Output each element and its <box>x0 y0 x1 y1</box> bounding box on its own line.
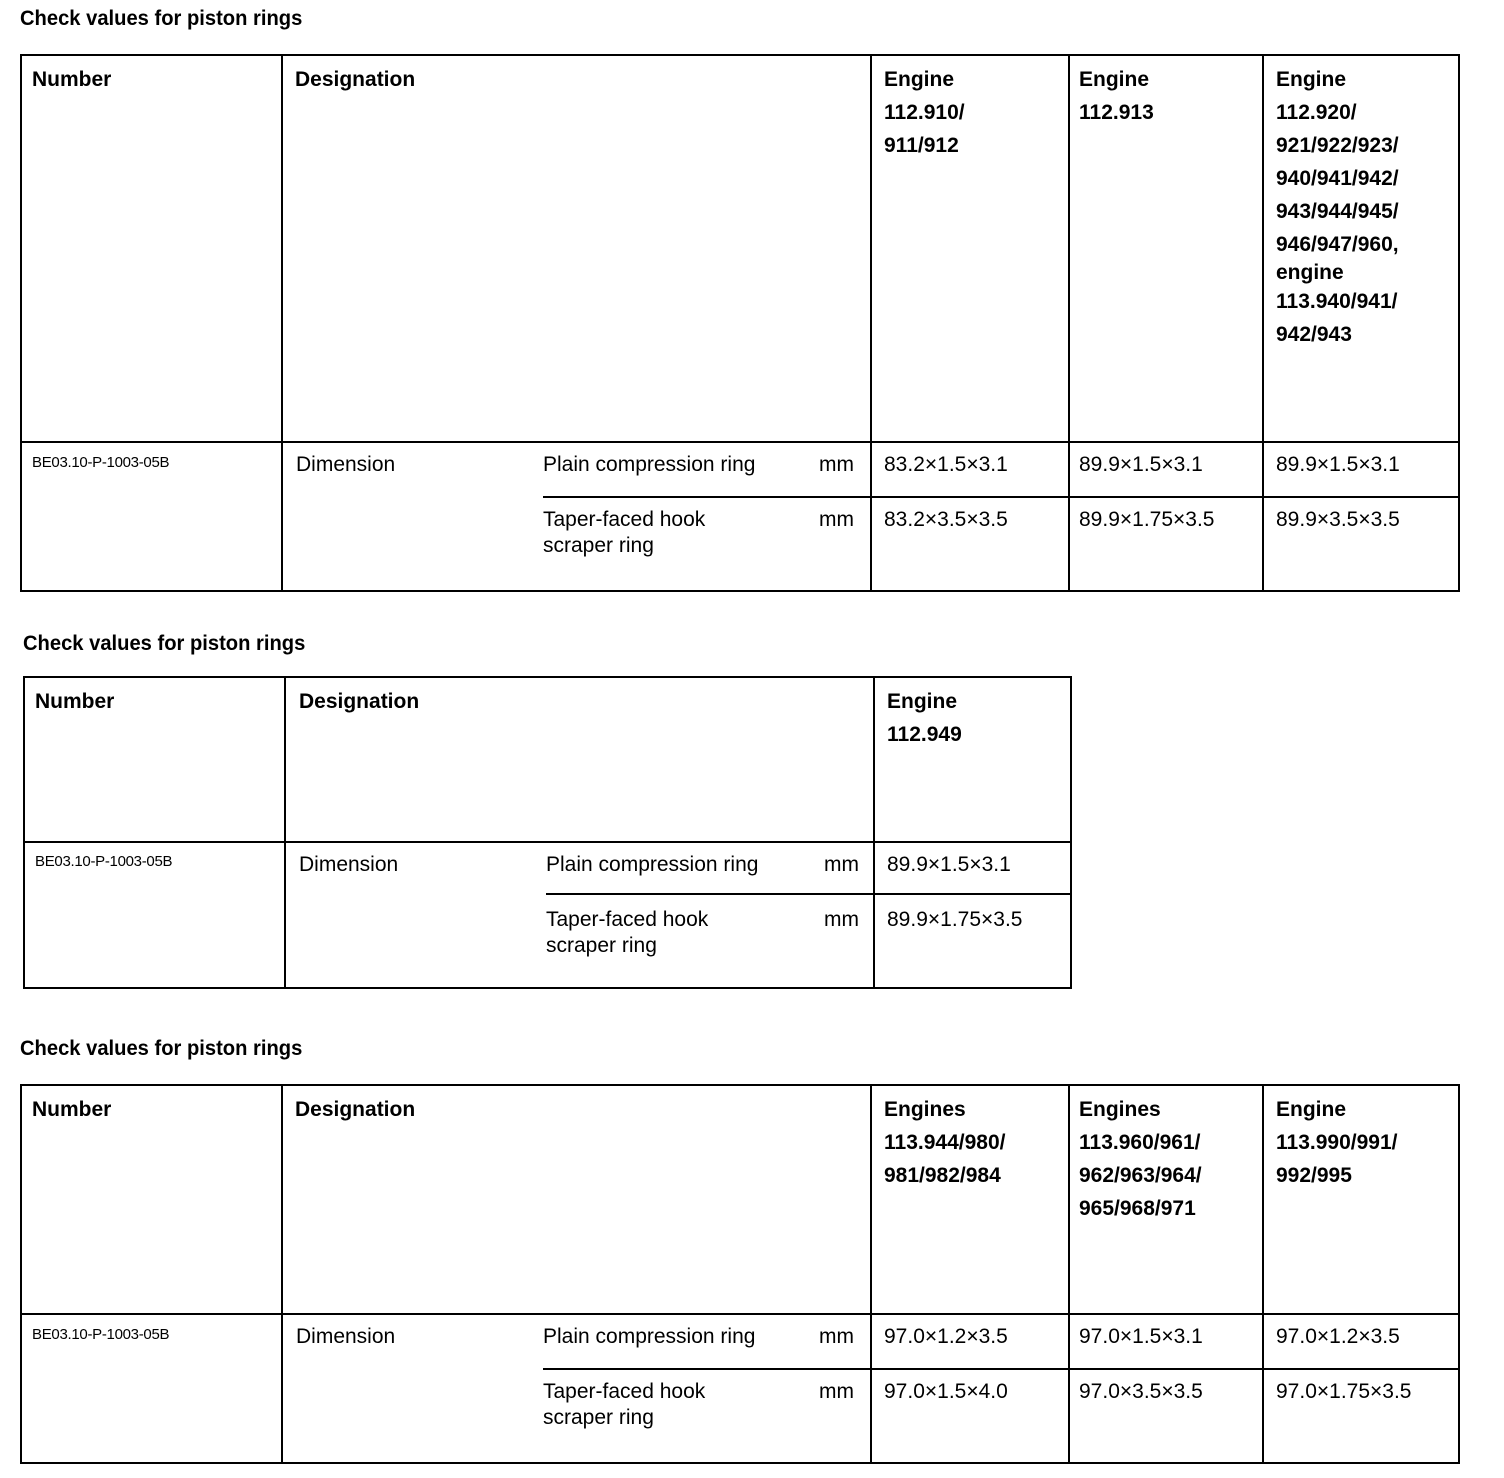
engine-code: 981/982/984 <box>884 1164 1001 1187</box>
engine-label: Engine <box>1276 1098 1347 1121</box>
engine-label: Engines <box>884 1098 966 1121</box>
header-designation: Designation <box>299 690 420 713</box>
engine-label: engine <box>1276 261 1344 284</box>
value-cell: 97.0×1.2×3.5 <box>884 1325 1008 1348</box>
row-divider <box>546 893 1070 895</box>
engine-code: 112.920/ <box>1276 101 1357 124</box>
designation-value: Dimension <box>299 853 399 876</box>
header-engine <box>1079 63 1154 129</box>
engine-code: 942/943 <box>1276 323 1352 346</box>
engine-label: Engine <box>887 690 958 713</box>
value-cell: 89.9×1.5×3.1 <box>1276 453 1400 476</box>
engine-code: 112.910/ <box>884 101 965 124</box>
value-cell: 89.9×3.5×3.5 <box>1276 508 1400 531</box>
unit-label: mm <box>824 908 859 931</box>
engine-code: 113.990/991/ <box>1276 1131 1398 1154</box>
row-divider <box>543 1368 1458 1370</box>
value-cell: 89.9×1.75×3.5 <box>887 908 1023 931</box>
engine-code: 113.960/961/ <box>1079 1131 1201 1154</box>
engine-code: 112.949 <box>887 723 962 746</box>
section-title: Check values for piston rings <box>20 7 303 30</box>
value-cell: 97.0×3.5×3.5 <box>1079 1380 1203 1403</box>
section-title: Check values for piston rings <box>20 1037 303 1060</box>
engine-code: 113.944/980/ <box>884 1131 1006 1154</box>
unit-label: mm <box>819 1325 854 1348</box>
engine-code: 911/912 <box>884 134 959 157</box>
row-divider <box>22 1313 1458 1315</box>
part-number: BE03.10-P-1003-05B <box>32 1326 170 1343</box>
column-divider <box>281 1086 283 1462</box>
unit-label: mm <box>819 1380 854 1403</box>
header-engine <box>884 63 965 162</box>
column-divider <box>1068 56 1070 590</box>
column-divider <box>284 678 286 987</box>
header-engine <box>1276 1093 1397 1192</box>
value-cell: 83.2×3.5×3.5 <box>884 508 1008 531</box>
column-divider <box>870 1086 872 1462</box>
section-title: Check values for piston rings <box>23 632 306 655</box>
ring-label: Taper-faced hook scraper ring <box>543 1380 706 1429</box>
designation-value: Dimension <box>296 453 396 476</box>
ring-label: Taper-faced hook scraper ring <box>543 508 706 557</box>
value-cell: 97.0×1.5×3.1 <box>1079 1325 1203 1348</box>
header-number: Number <box>32 68 112 91</box>
engine-code: 112.913 <box>1079 101 1154 124</box>
header-designation: Designation <box>295 68 416 91</box>
part-number: BE03.10-P-1003-05B <box>35 853 173 870</box>
row-divider <box>25 841 1070 843</box>
ring-label: Plain compression ring <box>546 853 759 876</box>
value-cell: 97.0×1.5×4.0 <box>884 1380 1008 1403</box>
part-number: BE03.10-P-1003-05B <box>32 454 170 471</box>
engine-code: 921/922/923/ <box>1276 134 1399 157</box>
column-divider <box>1068 1086 1070 1462</box>
piston-ring-table <box>20 54 1460 592</box>
engine-label: Engine <box>1276 68 1347 91</box>
unit-label: mm <box>819 508 854 531</box>
row-divider <box>543 496 1458 498</box>
header-engine <box>1079 1093 1202 1225</box>
column-divider <box>1262 56 1264 590</box>
engine-code: 992/995 <box>1276 1164 1352 1187</box>
header-designation: Designation <box>295 1098 416 1121</box>
engine-code: 113.940/941/ <box>1276 290 1398 313</box>
ring-label: Plain compression ring <box>543 1325 756 1348</box>
ring-label: Plain compression ring <box>543 453 756 476</box>
ring-label: Taper-faced hook scraper ring <box>546 908 709 957</box>
row-divider <box>22 441 1458 443</box>
engine-code: 965/968/971 <box>1079 1197 1196 1220</box>
column-divider <box>870 56 872 590</box>
engine-label: Engine <box>1079 68 1150 91</box>
value-cell: 83.2×1.5×3.1 <box>884 453 1008 476</box>
piston-ring-table <box>20 1084 1460 1464</box>
engine-code: 943/944/945/ <box>1276 200 1399 223</box>
value-cell: 97.0×1.75×3.5 <box>1276 1380 1412 1403</box>
value-cell: 89.9×1.5×3.1 <box>887 853 1011 876</box>
value-cell: 89.9×1.75×3.5 <box>1079 508 1215 531</box>
column-divider <box>1262 1086 1264 1462</box>
engine-code: 940/941/942/ <box>1276 167 1399 190</box>
header-number: Number <box>32 1098 112 1121</box>
header-number: Number <box>35 690 115 713</box>
header-engine <box>1276 63 1399 351</box>
header-engine <box>887 685 962 751</box>
header-engine <box>884 1093 1005 1192</box>
unit-label: mm <box>824 853 859 876</box>
engine-label: Engines <box>1079 1098 1161 1121</box>
value-cell: 89.9×1.5×3.1 <box>1079 453 1203 476</box>
designation-value: Dimension <box>296 1325 396 1348</box>
engine-code: 962/963/964/ <box>1079 1164 1202 1187</box>
engine-code: 946/947/960, <box>1276 233 1399 256</box>
engine-label: Engine <box>884 68 955 91</box>
unit-label: mm <box>819 453 854 476</box>
piston-ring-table <box>23 676 1072 989</box>
column-divider <box>281 56 283 590</box>
column-divider <box>873 678 875 987</box>
value-cell: 97.0×1.2×3.5 <box>1276 1325 1400 1348</box>
